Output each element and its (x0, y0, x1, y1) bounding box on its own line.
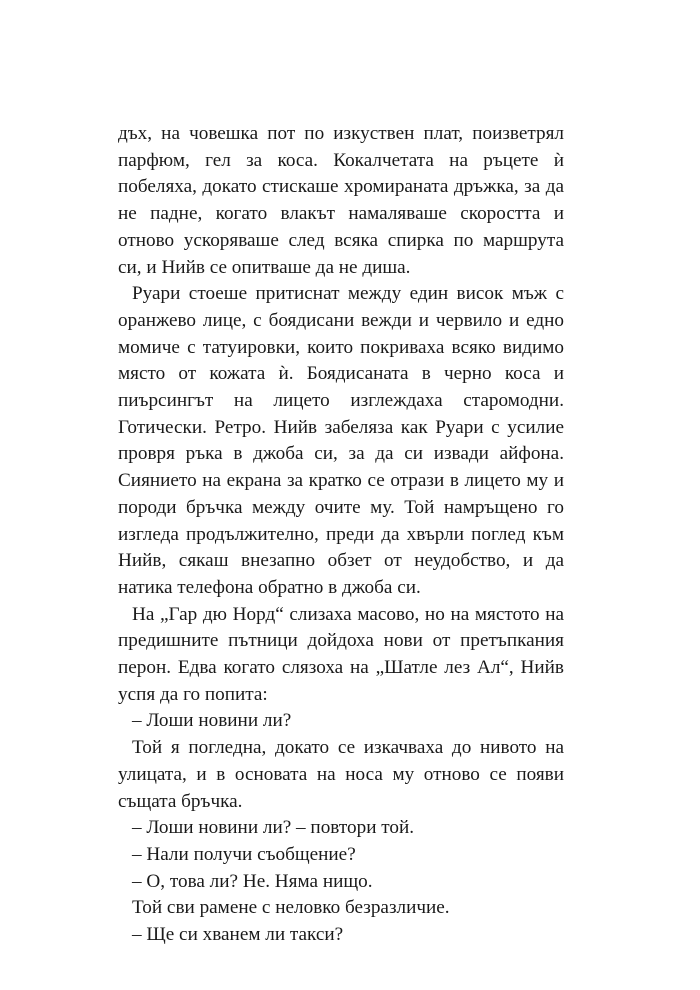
text-line: побеляха, докато стискаше хромираната дръжка, за да (118, 176, 564, 198)
text-line: породи бръчка между очите му. Той намръщено го (118, 496, 564, 518)
text-line: Нийв, сякаш внезапно обзет от неудобство, и да (118, 550, 564, 572)
text-line: улицата, и в основата на носа му отново се появи (118, 763, 564, 785)
text-line: Готически. Ретро. Нийв забеляза как Руари с усилие (118, 416, 564, 438)
text-line: – Лоши новини ли? – повтори той. (132, 817, 415, 839)
text-line: дъх, на човешка пот по изкуствен плат, поизветрял (118, 123, 564, 144)
paragraph (118, 869, 564, 896)
paragraph (118, 922, 564, 949)
text-line: Сиянието на екрана за кратко се отрази в лицето му и (118, 470, 564, 492)
text-line: място от кожата ѝ. Боядисаната в черно коса и (118, 363, 564, 385)
text-line: не падне, когато влакът намаляваше скоростта и (118, 203, 564, 225)
paragraph (118, 602, 564, 709)
text-line: натика телефона обратно в джоба си. (118, 576, 421, 598)
text-line: Той я погледна, докато се изкачваха до нивото на (132, 737, 564, 759)
text-line: оранжево лице, с боядисани вежди и червило и едно (118, 309, 564, 331)
paragraph (118, 815, 564, 842)
paragraph (118, 708, 564, 735)
text-line: успя да го попита: (118, 683, 268, 705)
paragraph (118, 281, 564, 601)
text-line: Руари стоеше притиснат между един висок мъж с (132, 283, 564, 305)
text-line: си, и Нийв се опитваше да не диша. (118, 256, 411, 278)
text-line: провря ръка в джоба си, за да си извади айфона. (118, 443, 564, 465)
text-line: – Ще си хванем ли такси? (132, 924, 344, 946)
text-line: Той сви рамене с неловко безразличие. (132, 897, 450, 919)
text-line: перон. Едва когато слязоха на „Шатле лез Ал“, Нийв (118, 657, 564, 679)
paragraph (118, 842, 564, 869)
text-line: изгледа продължително, преди да хвърли поглед към (118, 523, 564, 545)
paragraph (118, 895, 564, 922)
text-line: На „Гар дю Норд“ слизаха масово, но на мястото на (132, 603, 564, 625)
text-line: предишните пътници дойдоха нови от претъпкания (118, 630, 564, 652)
text-line: – Нали получи съобщение? (132, 843, 356, 865)
paragraph (118, 121, 564, 281)
body-text (118, 121, 564, 949)
text-line: – Лоши новини ли? (132, 710, 292, 732)
text-line: отново ускоряваше след всяка спирка по маршрута (118, 229, 564, 251)
text-line: същата бръчка. (118, 790, 243, 812)
text-line: момиче с татуировки, които покриваха всяко видимо (118, 336, 564, 358)
text-line: парфюм, гел за коса. Кокалчетата на ръцете ѝ (118, 149, 564, 171)
text-line: пиърсингът на лицето изглеждаха старомодни. (118, 390, 564, 412)
text-line: – О, това ли? Не. Няма нищо. (132, 870, 373, 892)
paragraph (118, 735, 564, 815)
